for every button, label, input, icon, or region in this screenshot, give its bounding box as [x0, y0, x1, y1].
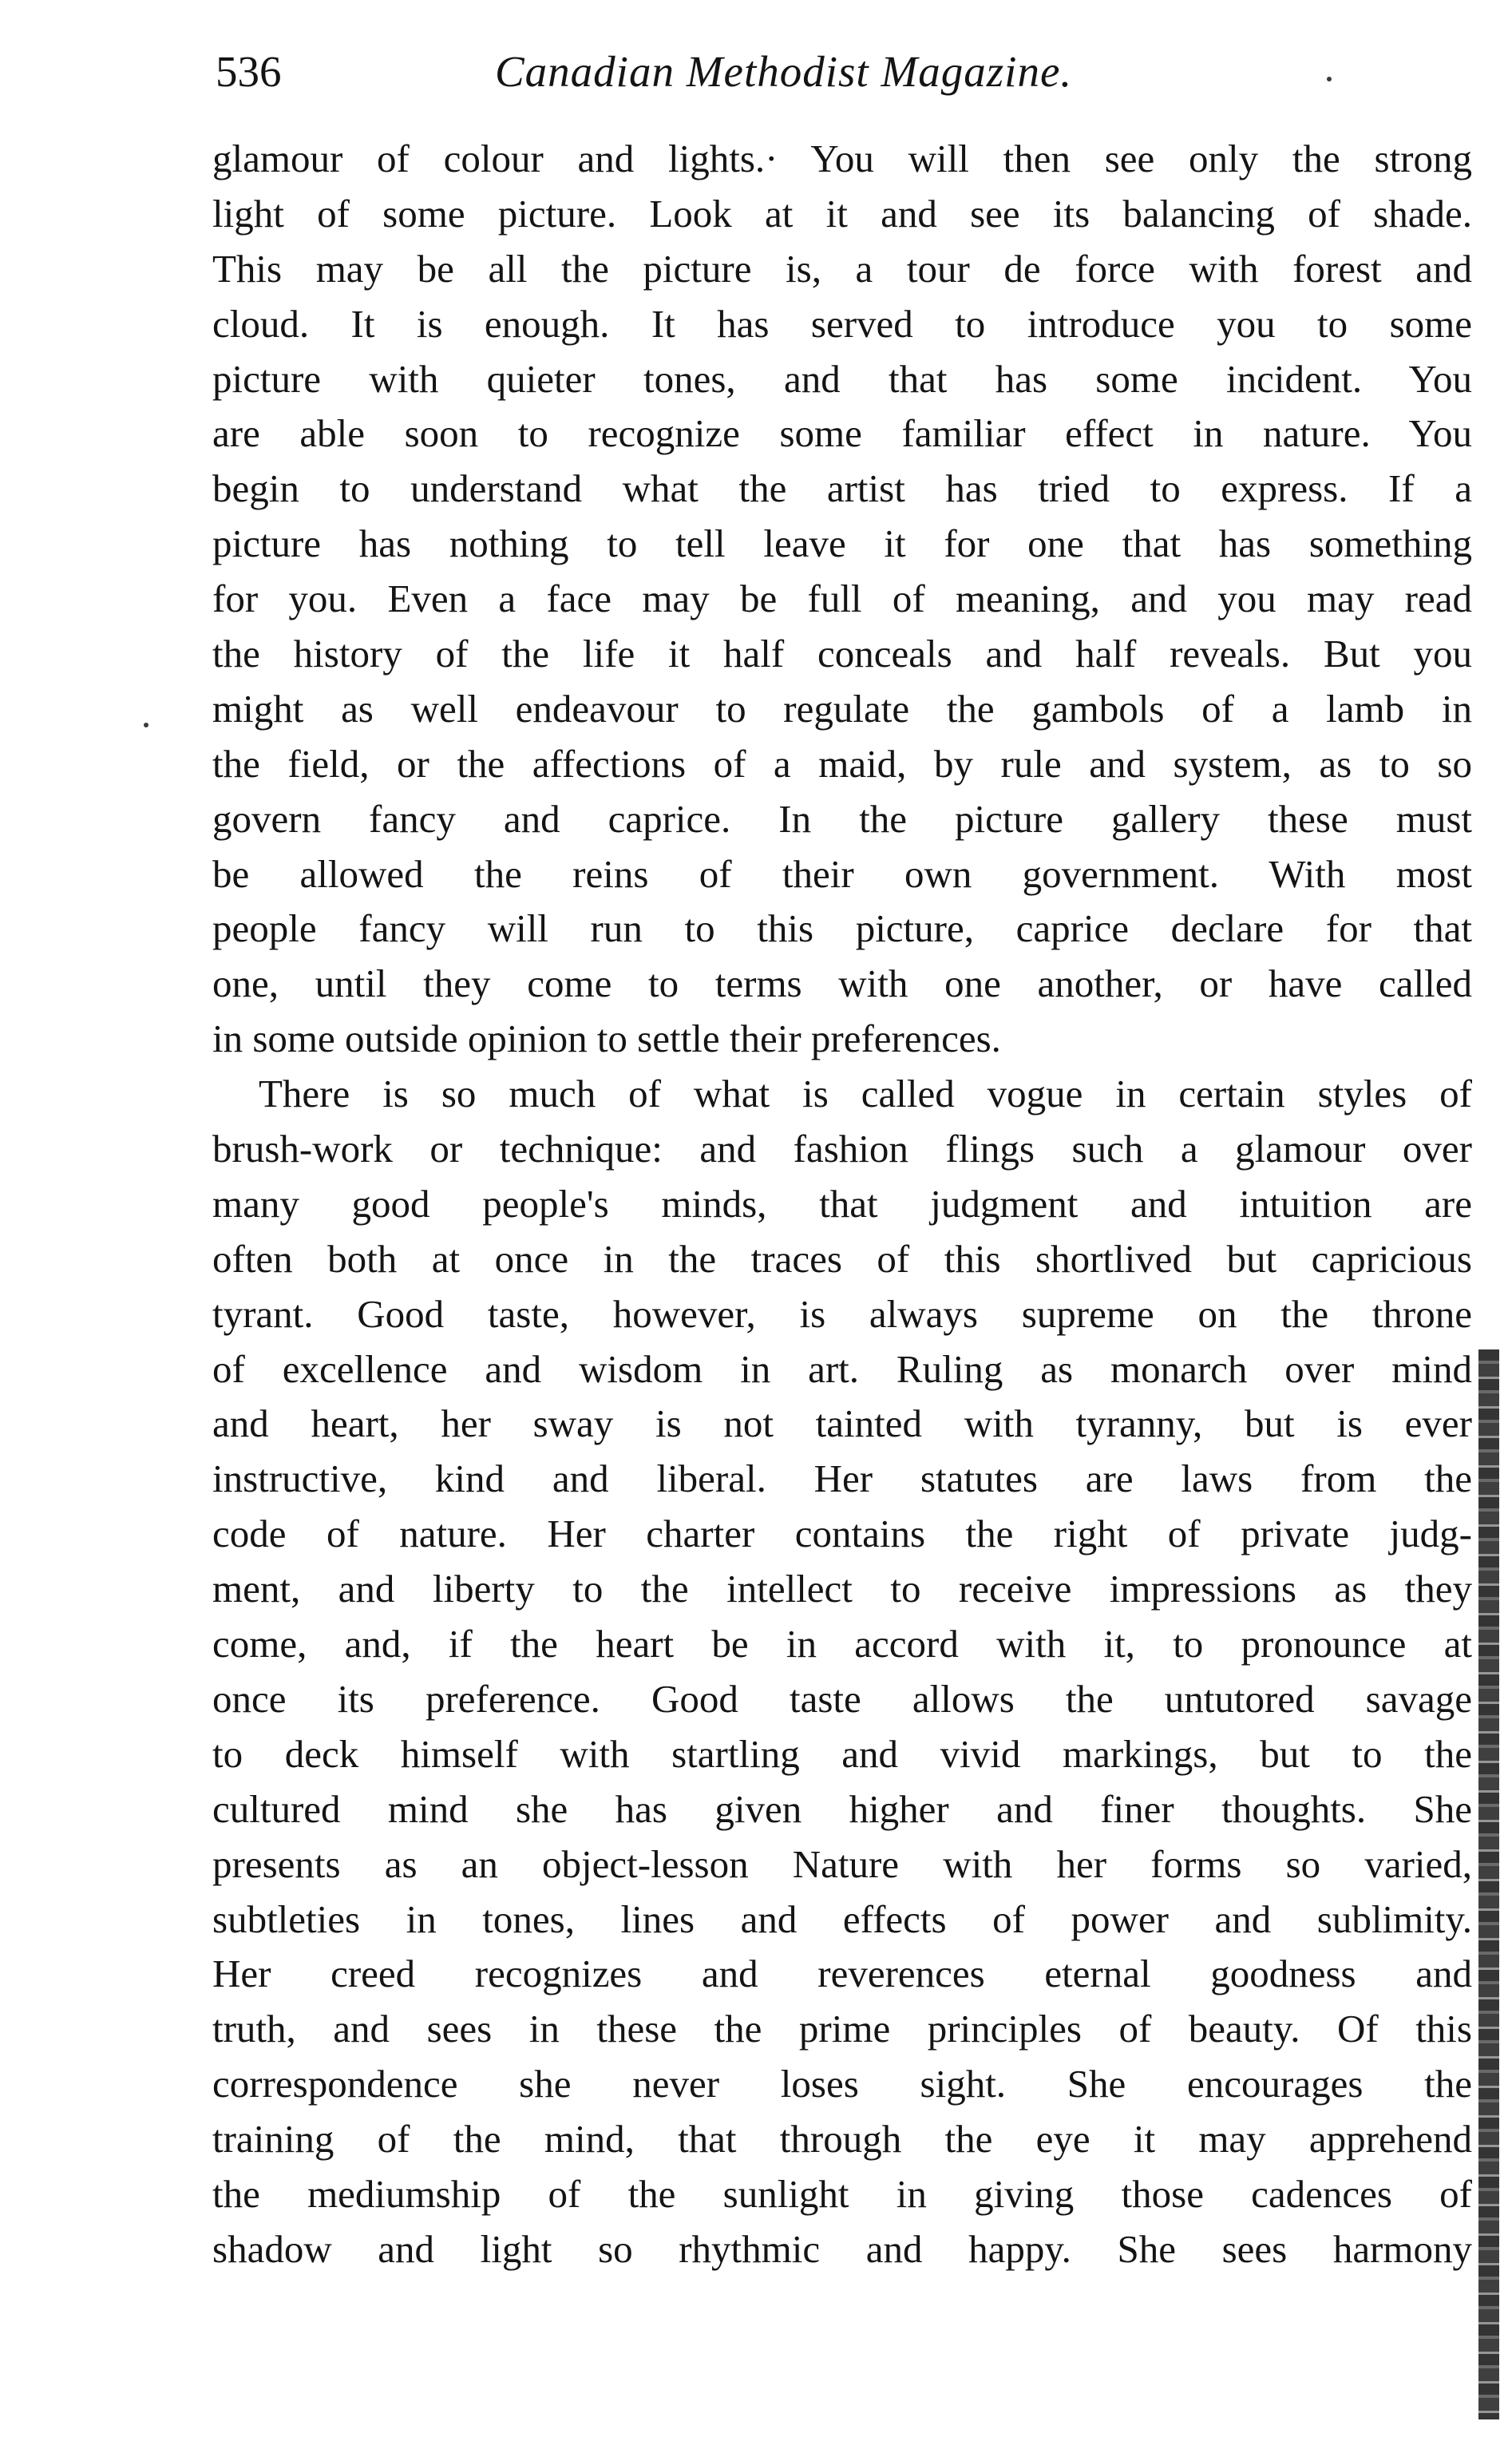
- text-line: cloud. It is enough. It has served to introduce you to some: [212, 301, 1472, 346]
- text-line: truth, and sees in these the prime principles of beauty. Of this: [212, 2007, 1472, 2051]
- text-line: ment, and liberty to the intellect to receive impressions as they: [212, 1567, 1472, 1611]
- text-line: many good people's minds, that judgment and intuition are: [212, 1181, 1472, 1226]
- text-line: for you. Even a face may be full of meaning, and you may read: [212, 577, 1472, 621]
- text-line: and heart, her sway is not tainted with tyranny, but is ever: [212, 1401, 1472, 1446]
- text-line: might as well endeavour to regulate the gambols of a lamb in: [212, 686, 1472, 731]
- text-line: presents as an object-lesson Nature with her forms so varied,: [212, 1841, 1472, 1886]
- text-line: picture with quieter tones, and that has some incident. You: [212, 356, 1472, 401]
- text-line: in some outside opinion to settle their preferences.: [212, 1016, 1001, 1061]
- body-text: [212, 132, 1472, 2277]
- text-line: of excellence and wisdom in art. Ruling as monarch over mind: [212, 1346, 1472, 1391]
- paragraph: [212, 1067, 1472, 2277]
- running-head: [216, 40, 1477, 104]
- text-line: cultured mind she has given higher and finer thoughts. She: [212, 1786, 1472, 1831]
- text-line: instructive, kind and liberal. Her statutes are laws from the: [212, 1456, 1472, 1501]
- scan-speck: [1327, 77, 1332, 81]
- text-line: shadow and light so rhythmic and happy. She sees harmony: [212, 2226, 1472, 2271]
- text-line: subtleties in tones, lines and effects of power and sublimity.: [212, 1896, 1472, 1941]
- text-line: once its preference. Good taste allows the untutored savage: [212, 1676, 1472, 1721]
- text-line: This may be all the picture is, a tour de force with forest and: [212, 246, 1472, 291]
- scan-speck: [144, 723, 148, 727]
- journal-title: Canadian Methodist Magazine.: [495, 47, 1073, 96]
- text-line: the history of the life it half conceals and half reveals. But you: [212, 632, 1472, 676]
- text-line: picture has nothing to tell leave it for one that has something: [212, 521, 1472, 566]
- text-line: There is so much of what is called vogue in certain styles of: [259, 1072, 1472, 1116]
- text-line: one, until they come to terms with one another, or have called: [212, 961, 1472, 1006]
- text-line: govern fancy and caprice. In the picture gallery these must: [212, 796, 1472, 841]
- text-line: begin to understand what the artist has tried to express. If a: [212, 466, 1472, 511]
- text-line: code of nature. Her charter contains the right of private judg-: [212, 1512, 1472, 1556]
- text-line: the field, or the affections of a maid, by rule and system, as to so: [212, 741, 1472, 786]
- text-line: often both at once in the traces of this shortlived but capricious: [212, 1236, 1472, 1281]
- text-line: to deck himself with startling and vivid markings, but to the: [212, 1731, 1472, 1776]
- paragraph: [212, 132, 1472, 1067]
- text-line: the mediumship of the sunlight in giving those cadences of: [212, 2171, 1472, 2216]
- text-line: be allowed the reins of their own government. With most: [212, 851, 1472, 896]
- text-line: come, and, if the heart be in accord with it, to pronounce at: [212, 1622, 1472, 1666]
- scan-edge-shadow: [1478, 1349, 1499, 2419]
- text-line: training of the mind, that through the eye it may apprehend: [212, 2117, 1472, 2162]
- text-line: glamour of colour and lights.· You will then see only the strong: [212, 137, 1472, 180]
- text-line: brush-work or technique: and fashion flings such a glamour over: [212, 1127, 1472, 1171]
- text-line: tyrant. Good taste, however, is always supreme on the throne: [212, 1291, 1472, 1336]
- text-line: light of some picture. Look at it and see its balancing of shade.: [212, 191, 1472, 236]
- text-line: are able soon to recognize some familiar effect in nature. You: [212, 411, 1472, 456]
- page-number: 536: [216, 47, 282, 96]
- text-line: correspondence she never loses sight. She encourages the: [212, 2062, 1472, 2106]
- text-line: Her creed recognizes and reverences eternal goodness and: [212, 1952, 1472, 1996]
- text-line: people fancy will run to this picture, caprice declare for that: [212, 906, 1472, 951]
